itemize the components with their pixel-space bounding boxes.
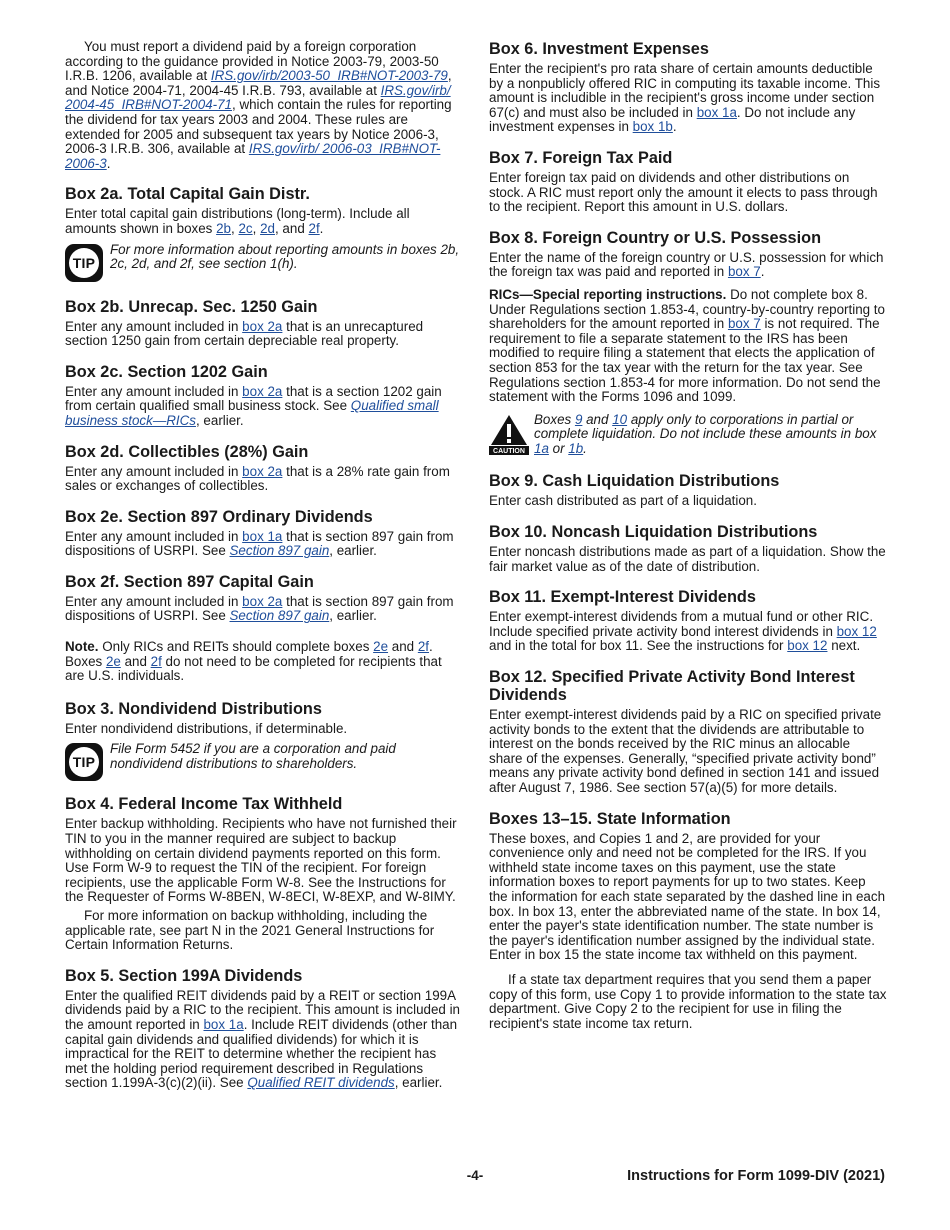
- caution-label: CAUTION: [493, 447, 525, 455]
- boxes-13-15-text: These boxes, and Copies 1 and 2, are provided for your convenience only and need not be completed for the IRS. If you withheld state income taxes on this payment, use the state information boxes to report payments for up to two states. Keep the information for each state separated by the dashed line in each box. In box 13, enter the abbreviated name of the state. In box 14, enter the payer's state identification number. The state number is the payer's identification number assigned by the individual state. Enter in box 15 the state income tax withheld on this payment.: [489, 830, 886, 963]
- box-2a-link[interactable]: box 2a: [242, 383, 283, 399]
- box-1a-link[interactable]: 1a: [534, 440, 549, 456]
- box-1a-link[interactable]: box 1a: [242, 528, 283, 544]
- box-2d-link[interactable]: 2d: [260, 220, 275, 236]
- box-9-text: Enter cash distributed as part of a liquidation.: [489, 493, 757, 509]
- box-1a-link[interactable]: box 1a: [203, 1016, 244, 1032]
- box-2b-text: Enter any amount included in box 2a that is an unrecaptured section 1250 gain from certain depreciable real property.: [65, 318, 424, 349]
- box-12-text: Enter exempt-interest dividends paid by a RIC on specified private activity bonds to the extent that the dividends are attributable to interest on the bonds received by the RIC minus an allocable share of the expenses. Generally, “specified private activity bond” means any private activity bond defined in section 141 and issued after August 7, 1986. See section 57(a)(5) for more details.: [489, 707, 882, 795]
- rics-special-instructions: RICs—Special reporting instructions. Do not complete box 8. Under Regulations section 1.853-4, country-by-country reporting to shareholders for the amount reported in box 7 is not required. The requirement to file a separate statement to the IRS has been modified to require filing a statement that elects the application of section 853 for the tax year with the return for the tax year. See Regulations section 1.853-4 for more information. Do not send the statement with the Forms 1096 and 1099.: [489, 286, 885, 405]
- caution-text: Boxes 9 and 10 apply only to corporations in partial or complete liquidation. Do not include these amounts in box 1a or 1b.: [534, 411, 877, 456]
- box-2b-heading: Box 2b. Unrecap. Sec. 1250 Gain: [65, 297, 318, 316]
- box-2a-tip: [65, 243, 462, 282]
- box-5-heading: Box 5. Section 199A Dividends: [65, 966, 303, 985]
- box-11-text: Enter exempt-interest dividends from a mutual fund or other RIC. Include specified private activity bond interest dividends in box 12 and in the total for box 11. See the instructions for box 12 next.: [489, 609, 877, 654]
- section-897-gain-link[interactable]: Section 897 gain: [229, 543, 330, 559]
- qualified-reit-dividends-link[interactable]: Qualified REIT dividends: [247, 1075, 395, 1091]
- box-5-text: Enter the qualified REIT dividends paid by a REIT or section 199A dividends paid by a RIC to the recipient. This amount is included in the amount reported in box 1a. Include REIT dividends (other than capital gain dividends and qualified dividends) for which it is impractical for the REIT to determine whether the recipient has met the holding period requirement described in Regulations section 1.199A-3(c)(2)(ii). See Qualified REIT dividends, earlier.: [65, 987, 460, 1091]
- note-paragraph: Note. Only RICs and REITs should complete boxes 2e and 2f. Boxes 2e and 2f do not need to be completed for recipients that are U.S. individuals.: [65, 639, 442, 684]
- box-10-text: Enter noncash distributions made as part of a liquidation. Show the fair market value as of the date of distribution.: [489, 544, 886, 574]
- box-2b-link[interactable]: 2b: [216, 220, 232, 236]
- box-2c-heading: Box 2c. Section 1202 Gain: [65, 362, 268, 381]
- footer-title: Instructions for Form 1099-DIV (2021): [627, 1168, 885, 1184]
- caution-note: [489, 413, 887, 457]
- box-2e-link[interactable]: 2e: [373, 639, 389, 655]
- box-7-link[interactable]: box 7: [727, 264, 761, 280]
- section-897-gain-link[interactable]: Section 897 gain: [229, 608, 330, 624]
- box-1a-link[interactable]: box 1a: [696, 104, 737, 120]
- box-2f-link[interactable]: 2f: [150, 653, 162, 669]
- box-6-text: Enter the recipient's pro rata share of certain amounts deductible by a nonpublicly offered RIC in computing its taxable income. This amount is includible in the recipient's gross income under section 67(c) and must also be included in box 1a. Do not include any investment expenses in box 1b.: [489, 61, 881, 135]
- box-4-text: Enter backup withholding. Recipients who have not furnished their TIN to you in the manner required are subject to backup withholding on certain dividend payments reported on this form. Use Form W-9 to request the TIN of the recipient. For foreign recipients, use the applicable Form W-8. See the Instructions for the Requester of Forms W-8BEN, W-8ECI, W-8EXP, and W-8IMY.: [65, 816, 457, 905]
- box-10-heading: Box 10. Noncash Liquidation Distributions: [489, 523, 818, 542]
- box-2a-heading: Box 2a. Total Capital Gain Distr.: [65, 185, 310, 204]
- right-column: [489, 40, 887, 1031]
- box-9-heading: Box 9. Cash Liquidation Distributions: [489, 472, 780, 491]
- page-number: -4-: [466, 1168, 484, 1183]
- box-8-text: Enter the name of the foreign country or U.S. possession for which the foreign tax was paid and reported in box 7.: [489, 249, 884, 280]
- box-12-link[interactable]: box 12: [836, 623, 877, 639]
- box-2f-link[interactable]: 2f: [417, 639, 429, 655]
- box-10-link[interactable]: 10: [612, 411, 628, 427]
- box-3-text: Enter nondividend distributions, if determinable.: [65, 720, 348, 736]
- tip-icon: TIP: [65, 244, 103, 282]
- caution-icon: [489, 413, 529, 455]
- boxes-13-15-heading: Boxes 13–15. State Information: [489, 809, 731, 828]
- box-8-heading: Box 8. Foreign Country or U.S. Possession: [489, 228, 822, 247]
- box-3-tip: [65, 742, 462, 781]
- box-9-link[interactable]: 9: [574, 411, 583, 427]
- box-2e-link[interactable]: 2e: [105, 653, 121, 669]
- box-2d-text: Enter any amount included in box 2a that is a 28% rate gain from sales or exchanges of collectibles.: [65, 463, 450, 494]
- irb-2006-03-link[interactable]: IRS.gov/irb/ 2006-03_IRB#NOT-2006-3: [65, 141, 441, 171]
- box-2e-text: Enter any amount included in box 1a that is section 897 gain from dispositions of USRPI. See Section 897 gain, earlier.: [65, 528, 454, 559]
- box-2a-link[interactable]: box 2a: [242, 593, 283, 609]
- left-column: [65, 40, 462, 1091]
- box-7-text: Enter foreign tax paid on dividends and other distributions on stock. A RIC must report only the amount it elects to pass through to the recipient. Report this amount in U.S. dollars.: [489, 169, 878, 215]
- box-1b-link[interactable]: box 1b: [632, 119, 673, 135]
- box-4-heading: Box 4. Federal Income Tax Withheld: [65, 795, 343, 814]
- box-6-heading: Box 6. Investment Expenses: [489, 40, 709, 58]
- box-2a-link[interactable]: box 2a: [242, 318, 283, 334]
- box-2a-link[interactable]: box 2a: [242, 463, 283, 479]
- box-3-heading: Box 3. Nondividend Distributions: [65, 699, 322, 718]
- boxes-13-15-text-2: If a state tax department requires that you send them a paper copy of this form, use Copy 1 to provide information to the state tax department. Give Copy 2 to the recipient for use in filing the recipient's state income tax return.: [489, 971, 887, 1031]
- box-2a-tip-text: For more information about reporting amounts in boxes 2b, 2c, 2d, and 2f, see section 1(h).: [110, 241, 460, 272]
- qualified-small-business-stock-link[interactable]: Qualified small business stock—RICs: [65, 398, 439, 428]
- box-12-link[interactable]: box 12: [787, 638, 828, 654]
- box-2c-text: Enter any amount included in box 2a that is a section 1202 gain from certain qualified small business stock. See Qualified small business stock—RICs, earlier.: [65, 383, 442, 428]
- box-7-heading: Box 7. Foreign Tax Paid: [489, 148, 673, 167]
- box-3-tip-text: File Form 5452 if you are a corporation and paid nondividend distributions to shareholders.: [110, 741, 396, 772]
- box-1b-link[interactable]: 1b: [568, 440, 584, 456]
- box-2c-link[interactable]: 2c: [238, 220, 253, 236]
- box-2f-heading: Box 2f. Section 897 Capital Gain: [65, 572, 314, 591]
- box-2f-link[interactable]: 2f: [308, 220, 320, 236]
- irb-2003-50-link[interactable]: IRS.gov/irb/2003-50_IRB#NOT-2003-79: [210, 68, 448, 84]
- intro-paragraph: You must report a dividend paid by a foreign corporation according to the guidance provided in Notice 2003-79, 2003-50 I.R.B. 1206, available at IRS.gov/irb/2003-50_IRB#NOT-2003-79, and Notice 2004-71, 2004-45 I.R.B. 793, available at IRS.gov/irb/ 2004-45_IRB#NOT-2004-71, which contain the rules for reporting the dividend for tax years 2003 and 2004. These rules are extended for 2005 and subsequent tax years by Notice 2006-3, 2006-3 I.R.B. 306, available at IRS.gov/irb/ 2006-03_IRB#NOT-2006-3.: [65, 39, 452, 171]
- box-2d-heading: Box 2d. Collectibles (28%) Gain: [65, 442, 309, 461]
- irb-2004-45-link[interactable]: IRS.gov/irb/ 2004-45_IRB#NOT-2004-71: [65, 82, 451, 113]
- box-11-heading: Box 11. Exempt-Interest Dividends: [489, 588, 756, 607]
- box-12-heading: Box 12. Specified Private Activity Bond Interest Dividends: [489, 668, 855, 705]
- box-4-text-2: For more information on backup withholding, including the applicable rate, see part N in the 2021 General Instructions for Certain Information Returns.: [65, 908, 435, 953]
- box-7-link[interactable]: box 7: [727, 316, 761, 332]
- box-2e-heading: Box 2e. Section 897 Ordinary Dividends: [65, 507, 373, 526]
- box-2f-text: Enter any amount included in box 2a that is section 897 gain from dispositions of USRPI. See Section 897 gain, earlier.: [65, 593, 454, 624]
- box-2a-text: Enter total capital gain distributions (long-term). Include all amounts shown in boxes 2b, 2c, 2d, and 2f.: [65, 206, 410, 236]
- tip-icon: TIP: [65, 743, 103, 781]
